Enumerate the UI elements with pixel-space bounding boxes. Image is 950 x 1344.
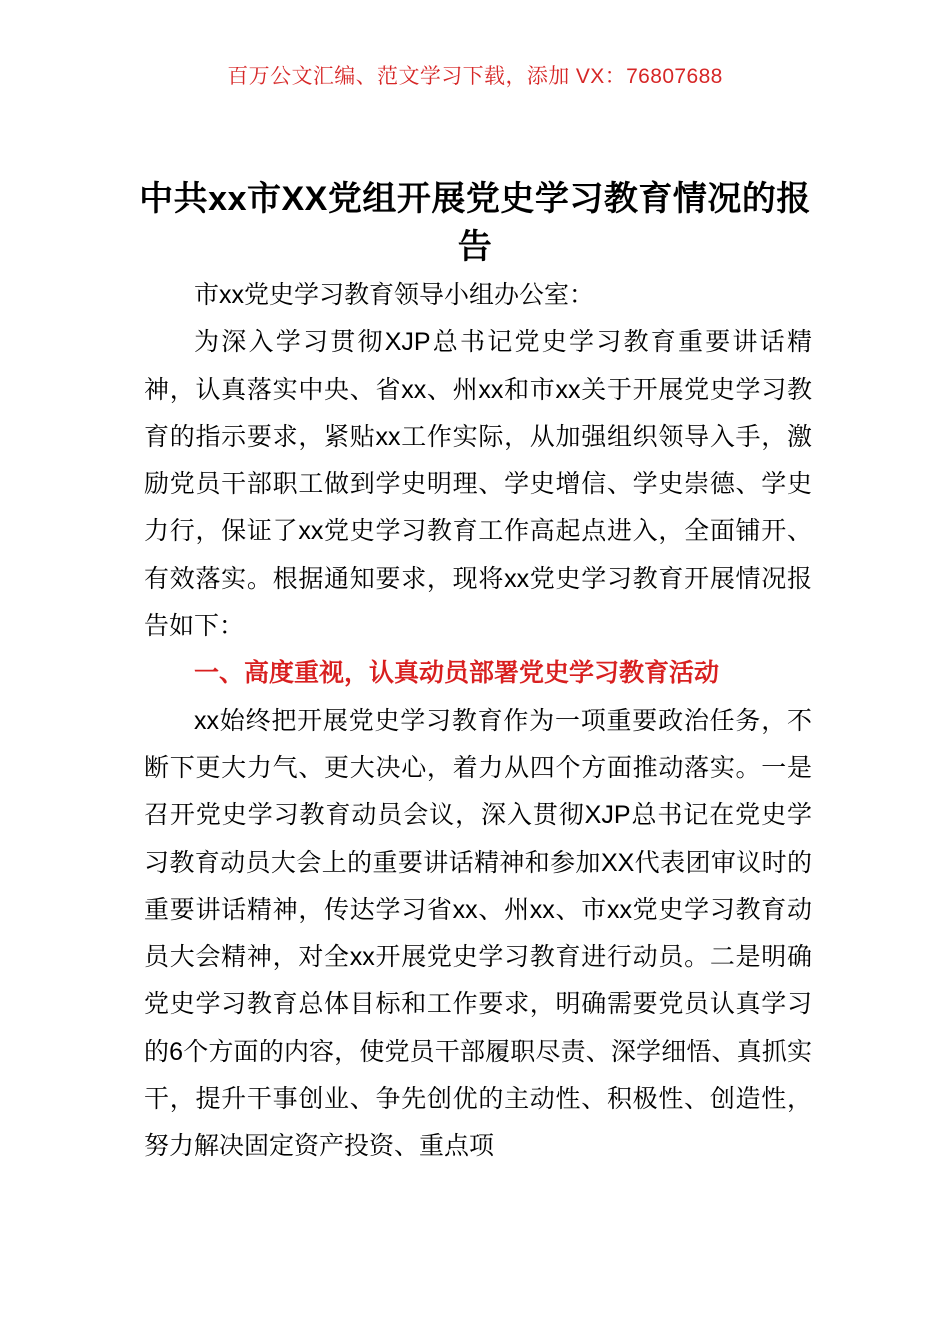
body-paragraph-2: xx始终把开展党史学习教育作为一项重要政治任务，不断下更大力气、更大决心，着力从四个方面推动落实。一是召开党史学习教育动员会议，深入贯彻XJP总书记在党史学习教育动员大会上的重要讲话精神和参加XX代表团审议时的重要讲话精神，传达学习省xx、州xx、市xx党史学习教育动员大会精神，对全xx开展党史学习教育进行动员。二是明确党史学习教育总体目标和工作要求，明确需要党员认真学习的6个方面的内容，使党员干部履职尽责、深学细悟、真抓实干，提升干事创业、争先创优的主动性、积极性、创造性，努力解决固定资产投资、重点项 <box>144 706 812 1161</box>
body-paragraph-1: 为深入学习贯彻XJP总书记党史学习教育重要讲话精神，认真落实中央、省xx、州xx和市xx关于开展党史学习教育的指示要求，紧贴xx工作实际，从加强组织领导入手，激励党员干部职工做到学史明理、学史增信、学史崇德、学史力行，保证了xx党史学习教育工作高起点进入，全面铺开、有效落实。根据通知要求，现将xx党史学习教育开展情况报告如下： <box>144 328 812 641</box>
section-heading-1: 一、高度重视，认真动员部署党史学习教育活动 <box>194 659 720 688</box>
salutation-line: 市xx党史学习教育领导小组办公室： <box>194 281 595 309</box>
page-title: 中共xx市XX党组开展党史学习教育情况的报告 <box>139 179 811 266</box>
watermark-promo-text: 百万公文汇编、范文学习下载，添加 VX：76807688 <box>227 65 723 88</box>
document-body <box>144 272 812 1171</box>
